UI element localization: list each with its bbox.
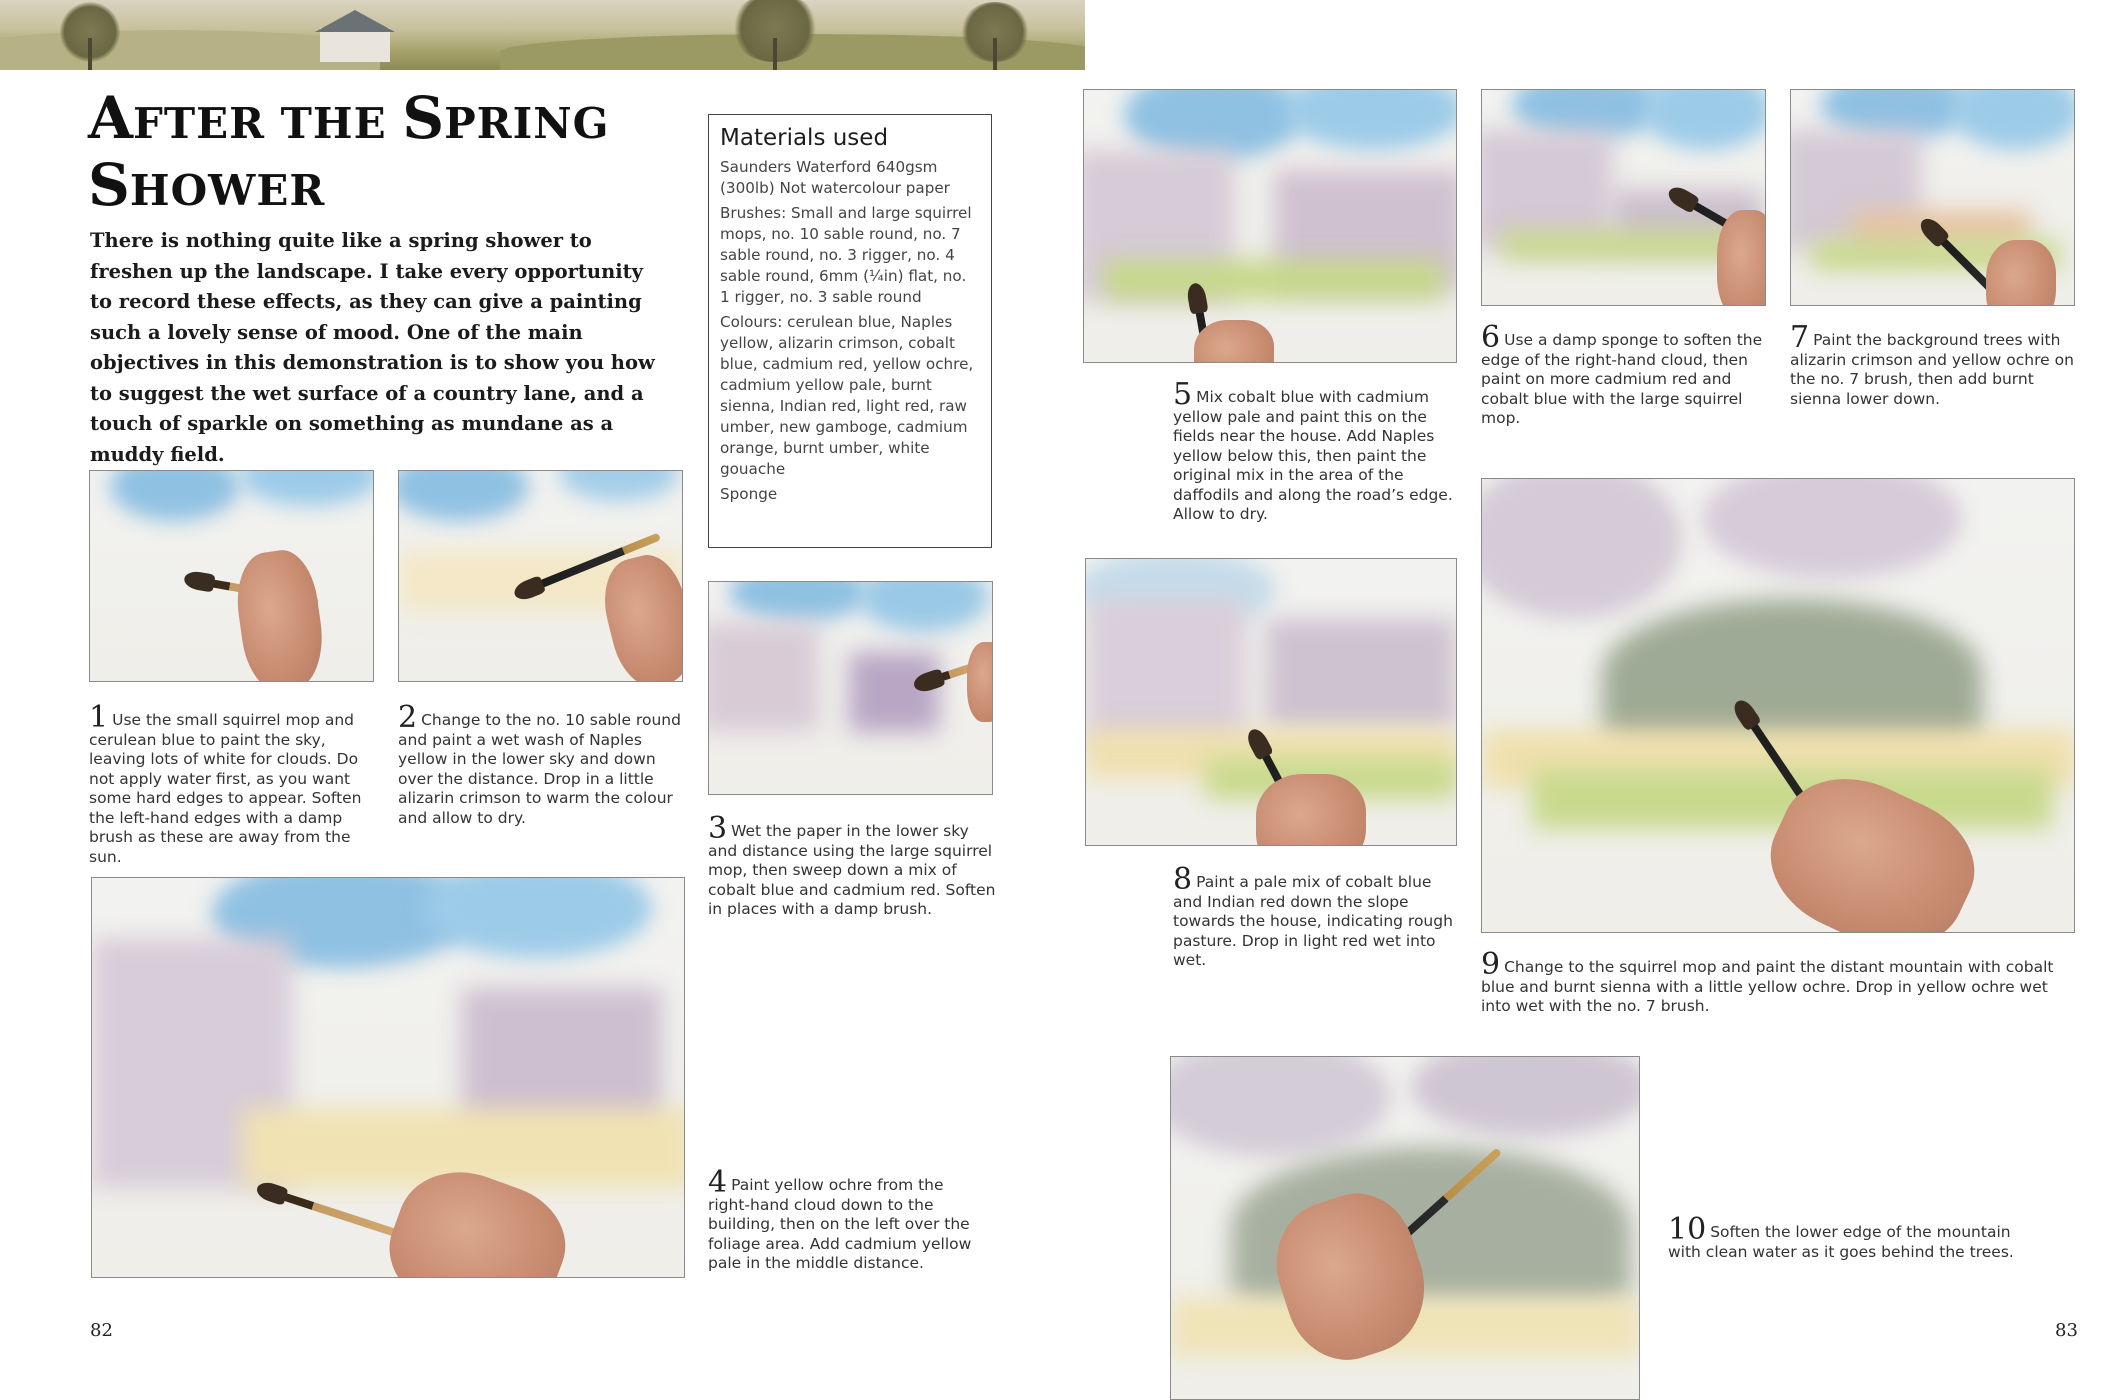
step-6-photo: [1481, 89, 1766, 306]
step-10-caption: 10 Soften the lower edge of the mountain with clean water as it goes behind the trees.: [1668, 1212, 2014, 1261]
step-2-caption: 2 Change to the no. 10 sable round and paint a wet wash of Naples yellow in the lower sky and down over the distance. Drop in a little alizarin crimson to warm the colour and allow to dry.: [398, 700, 681, 827]
step-2-photo: [398, 470, 683, 682]
materials-other: Sponge: [720, 485, 778, 503]
materials-heading: Materials used: [720, 125, 889, 151]
step-8-photo: [1085, 558, 1457, 846]
materials-brushes: Brushes: Small and large squirrel mops, no. 10 sable round, no. 7 sable round, no. 3 rigger, no. 4 sable round, 6mm (¼in) flat, no. 1 rigger, no. 3 sable round: [720, 204, 972, 306]
step-7-caption: 7 Paint the background trees with alizarin crimson and yellow ochre on the no. 7 brush, then add burnt sienna lower down.: [1790, 320, 2074, 408]
page-title: AFTER THE SPRING SHOWER: [88, 84, 610, 219]
step-8-caption: 8 Paint a pale mix of cobalt blue and Indian red down the slope towards the house, indicating rough pasture. Drop in light red wet into wet.: [1173, 862, 1453, 969]
materials-paper: Saunders Waterford 640gsm (300lb) Not watercolour paper: [720, 158, 950, 197]
materials-box: [708, 114, 992, 548]
step-4-photo: [91, 877, 685, 1278]
materials-colours: Colours: cerulean blue, Naples yellow, alizarin crimson, cobalt blue, cadmium red, yellow ochre, cadmium yellow pale, burnt sienna, Indian red, light red, raw umber, new gamboge, cadmium orange, burnt umber, white gouache: [720, 313, 974, 478]
step-9-photo: [1481, 478, 2075, 933]
header-banner-painting: [0, 0, 1085, 70]
step-3-photo: [708, 581, 993, 795]
intro-paragraph: There is nothing quite like a spring shower to freshen up the landscape. I take every opportunity to record these effects, as they can give a painting such a lovely sense of mood. One of the main objectives in this demonstration is to show you how to suggest the wet surface of a country lane, and a touch of sparkle on something as mundane as a muddy field.: [90, 229, 655, 466]
step-9-caption: 9 Change to the squirrel mop and paint the distant mountain with cobalt blue and burnt sienna with a little yellow ochre. Drop in yellow ochre wet into wet with the no. 7 brush.: [1481, 947, 2054, 1015]
page-number-left: 82: [90, 1320, 113, 1341]
page-number-right: 83: [2055, 1320, 2078, 1341]
step-6-caption: 6 Use a damp sponge to soften the edge of the right-hand cloud, then paint on more cadmium red and cobalt blue with the large squirrel mop.: [1481, 320, 1763, 427]
step-4-caption: 4 Paint yellow ochre from the right-hand cloud down to the building, then on the left over the foliage area. Add cadmium yellow pale in the middle distance.: [708, 1165, 972, 1272]
step-1-caption: 1 Use the small squirrel mop and cerulean blue to paint the sky, leaving lots of white for clouds. Do not apply water first, as you want some hard edges to appear. Soften the left-hand edges with a damp brush as these are away from the sun.: [89, 700, 362, 866]
step-7-photo: [1790, 89, 2075, 306]
step-1-photo: [89, 470, 374, 682]
step-5-photo: [1083, 89, 1457, 363]
step-10-photo: [1170, 1056, 1640, 1400]
step-3-caption: 3 Wet the paper in the lower sky and distance using the large squirrel mop, then sweep down a mix of cobalt blue and cadmium red. Soften in places with a damp brush.: [708, 811, 996, 918]
step-5-caption: 5 Mix cobalt blue with cadmium yellow pale and paint this on the fields near the house. Add Naples yellow below this, then paint the original mix in the area of the daffodils and along the road’s edge. Allow to dry.: [1173, 377, 1453, 523]
